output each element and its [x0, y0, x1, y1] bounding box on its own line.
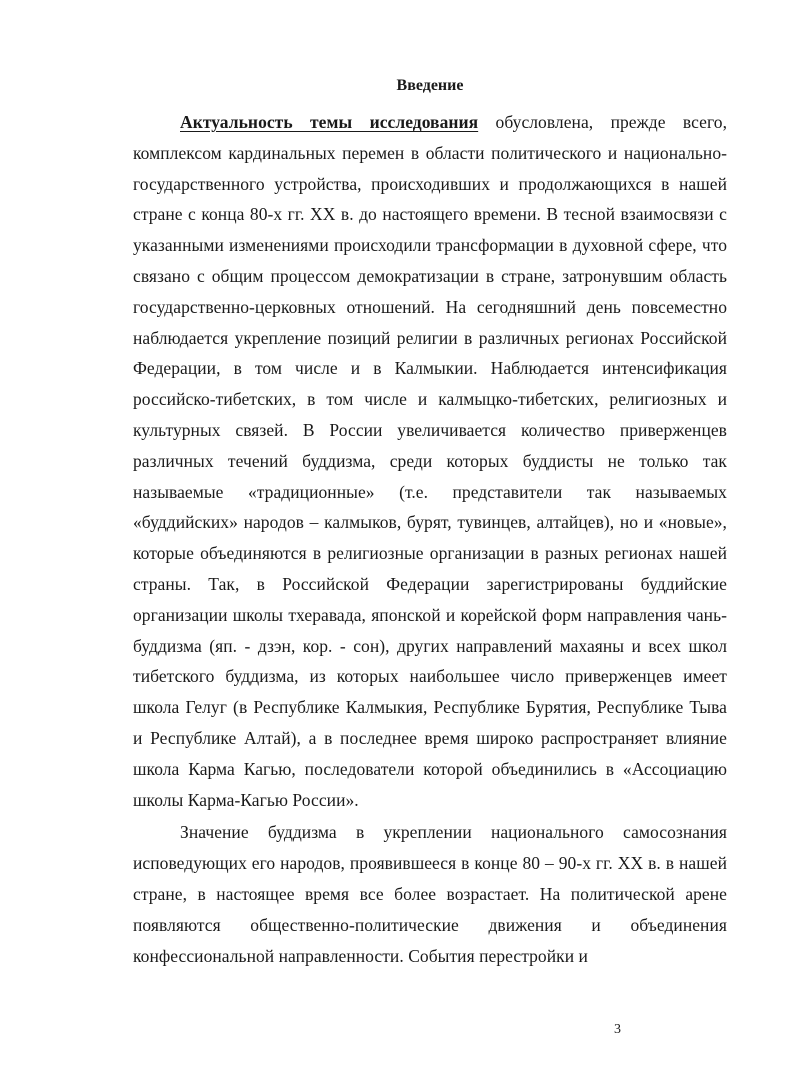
page-number: 3 [614, 1022, 621, 1037]
paragraph-1 [133, 107, 727, 815]
paragraph-1-text: обусловлена, прежде всего, комплексом кардинальных перемен в области политического и национально-государственного устройства, происходивших и продолжающихся в нашей стране с конца 80-х гг. XX в. до настоящего времени. В тесной взаимосвязи с указанными изменениями происходили трансформации в духовной сфере, что связано с общим процессом демократизации в стране, затронувшим область государственно-церковных отношений. На сегодняшний день повсеместно наблюдается укрепление позиций религии в различных регионах Российской Федерации, в том числе и в Калмыкии. Наблюдается интенсификация российско-тибетских, в том числе и калмыцко-тибетских, религиозных и культурных связей. В России увеличивается количество приверженцев различных течений буддизма, среди которых буддисты не только так называемые «традиционные» (т.е. представители так называемых «буддийских» народов – калмыков, бурят, тувинцев, алтайцев), но и «новые», которые объединяются в религиозные организации в разных регионах нашей страны. Так, в Российской Федерации зарегистрированы буддийские организации школы тхеравада, японской и корейской форм направления чань-буддизма (яп. - дзэн, кор. - сон), других направлений махаяны и всех школ тибетского буддизма, из которых наибольшее число приверженцев имеет школа Гелуг (в Республике Калмыкия, Республике Бурятия, Республике Тыва и Республике Алтай), а в последнее время широко распространяет влияние школа Карма Кагью, последователи которой объединились в «Ассоциацию школы Карма-Кагью России». [133, 112, 727, 810]
paragraph-1-lead: Актуальность темы исследования [180, 112, 479, 132]
body-text [133, 107, 727, 971]
section-heading: Введение [396, 77, 464, 94]
paragraph-2: Значение буддизма в укреплении национального самосознания исповедующих его народов, проявившееся в конце 80 – 90-х гг. XX в. в нашей стране, в настоящее время все более возрастает. На политической арене появляются общественно-политические движения и объединения конфессиональной направленности. События перестройки и [133, 822, 727, 966]
